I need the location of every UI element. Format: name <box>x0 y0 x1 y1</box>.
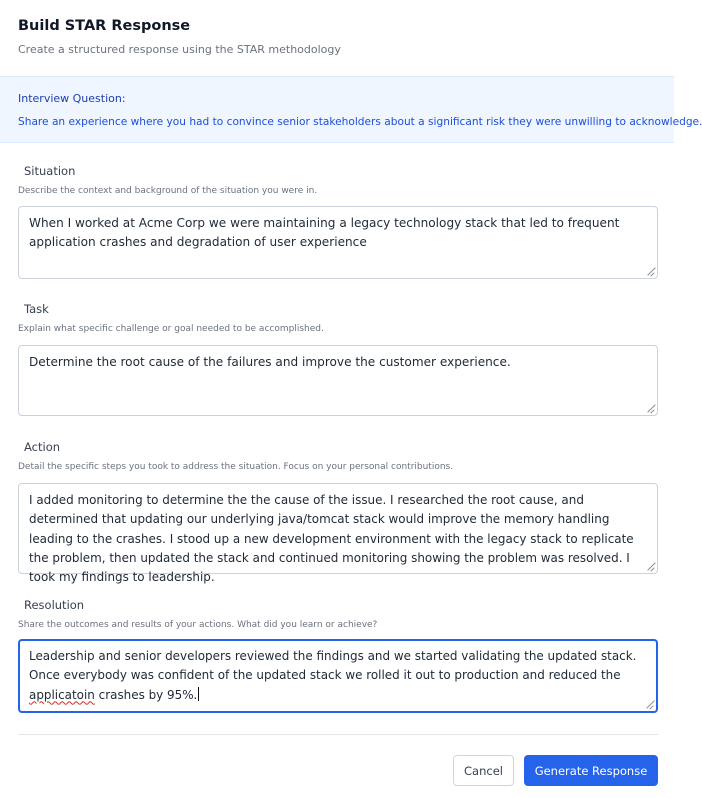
task-text: Determine the root cause of the failures and improve the customer experience. <box>29 355 511 369</box>
resize-handle-icon[interactable] <box>646 267 655 276</box>
question-text: Share an experience where you had to convince senior stakeholders about a significant risk they were unwilling to acknowledge. <box>18 116 702 128</box>
action-label: Action <box>24 440 61 454</box>
interview-question-box <box>0 76 702 143</box>
cancel-button[interactable]: Cancel <box>453 755 514 786</box>
action-text: I added monitoring to determine the the cause of the issue. I researched the root cause, and determined that updating our underlying java/tomcat stack would improve the memory handling leading to the crashes. I stood up a new development environment with the legacy stack to replicate the problem, then updated the stack and continued monitoring showing the problem was resolved. I took my findings to leadership. <box>29 493 634 585</box>
resolution-description: Share the outcomes and results of your actions. What did you learn or achieve? <box>18 620 378 630</box>
resize-handle-icon[interactable] <box>646 404 655 413</box>
situation-textarea[interactable] <box>18 206 658 279</box>
resolution-label: Resolution <box>24 598 85 612</box>
resolution-text-part1: Leadership and senior developers reviewed the findings and we started validating the updated stack. Once everybody was confident of the updated stack we rolled it out to production and reduced the <box>29 649 637 683</box>
action-textarea[interactable] <box>18 483 658 585</box>
resolution-text-part2: crashes by 95%. <box>94 687 198 702</box>
resolution-textarea[interactable] <box>18 639 658 713</box>
action-description: Detail the specific steps you took to address the situation. Focus on your personal contributions. <box>18 462 454 472</box>
footer-divider <box>18 734 658 735</box>
question-label: Interview Question: <box>18 92 126 105</box>
misspelled-word[interactable]: applicatoin <box>29 687 95 702</box>
generate-response-button[interactable]: Generate Response <box>524 755 658 786</box>
task-textarea[interactable] <box>18 345 658 416</box>
situation-label: Situation <box>24 164 76 178</box>
dialog-header <box>18 15 658 57</box>
situation-text: When I worked at Acme Corp we were maintaining a legacy technology stack that led to frequent application crashes and degradation of user experience <box>29 216 620 250</box>
situation-description: Describe the context and background of the situation you were in. <box>18 186 318 196</box>
dialog-title: Build STAR Response <box>18 18 191 34</box>
task-label: Task <box>24 302 49 316</box>
resize-handle-icon[interactable] <box>646 562 655 571</box>
dialog-subtitle: Create a structured response using the STAR methodology <box>18 43 341 56</box>
resize-handle-icon[interactable] <box>645 700 654 709</box>
task-description: Explain what specific challenge or goal needed to be accomplished. <box>18 324 324 334</box>
text-caret <box>198 687 199 701</box>
